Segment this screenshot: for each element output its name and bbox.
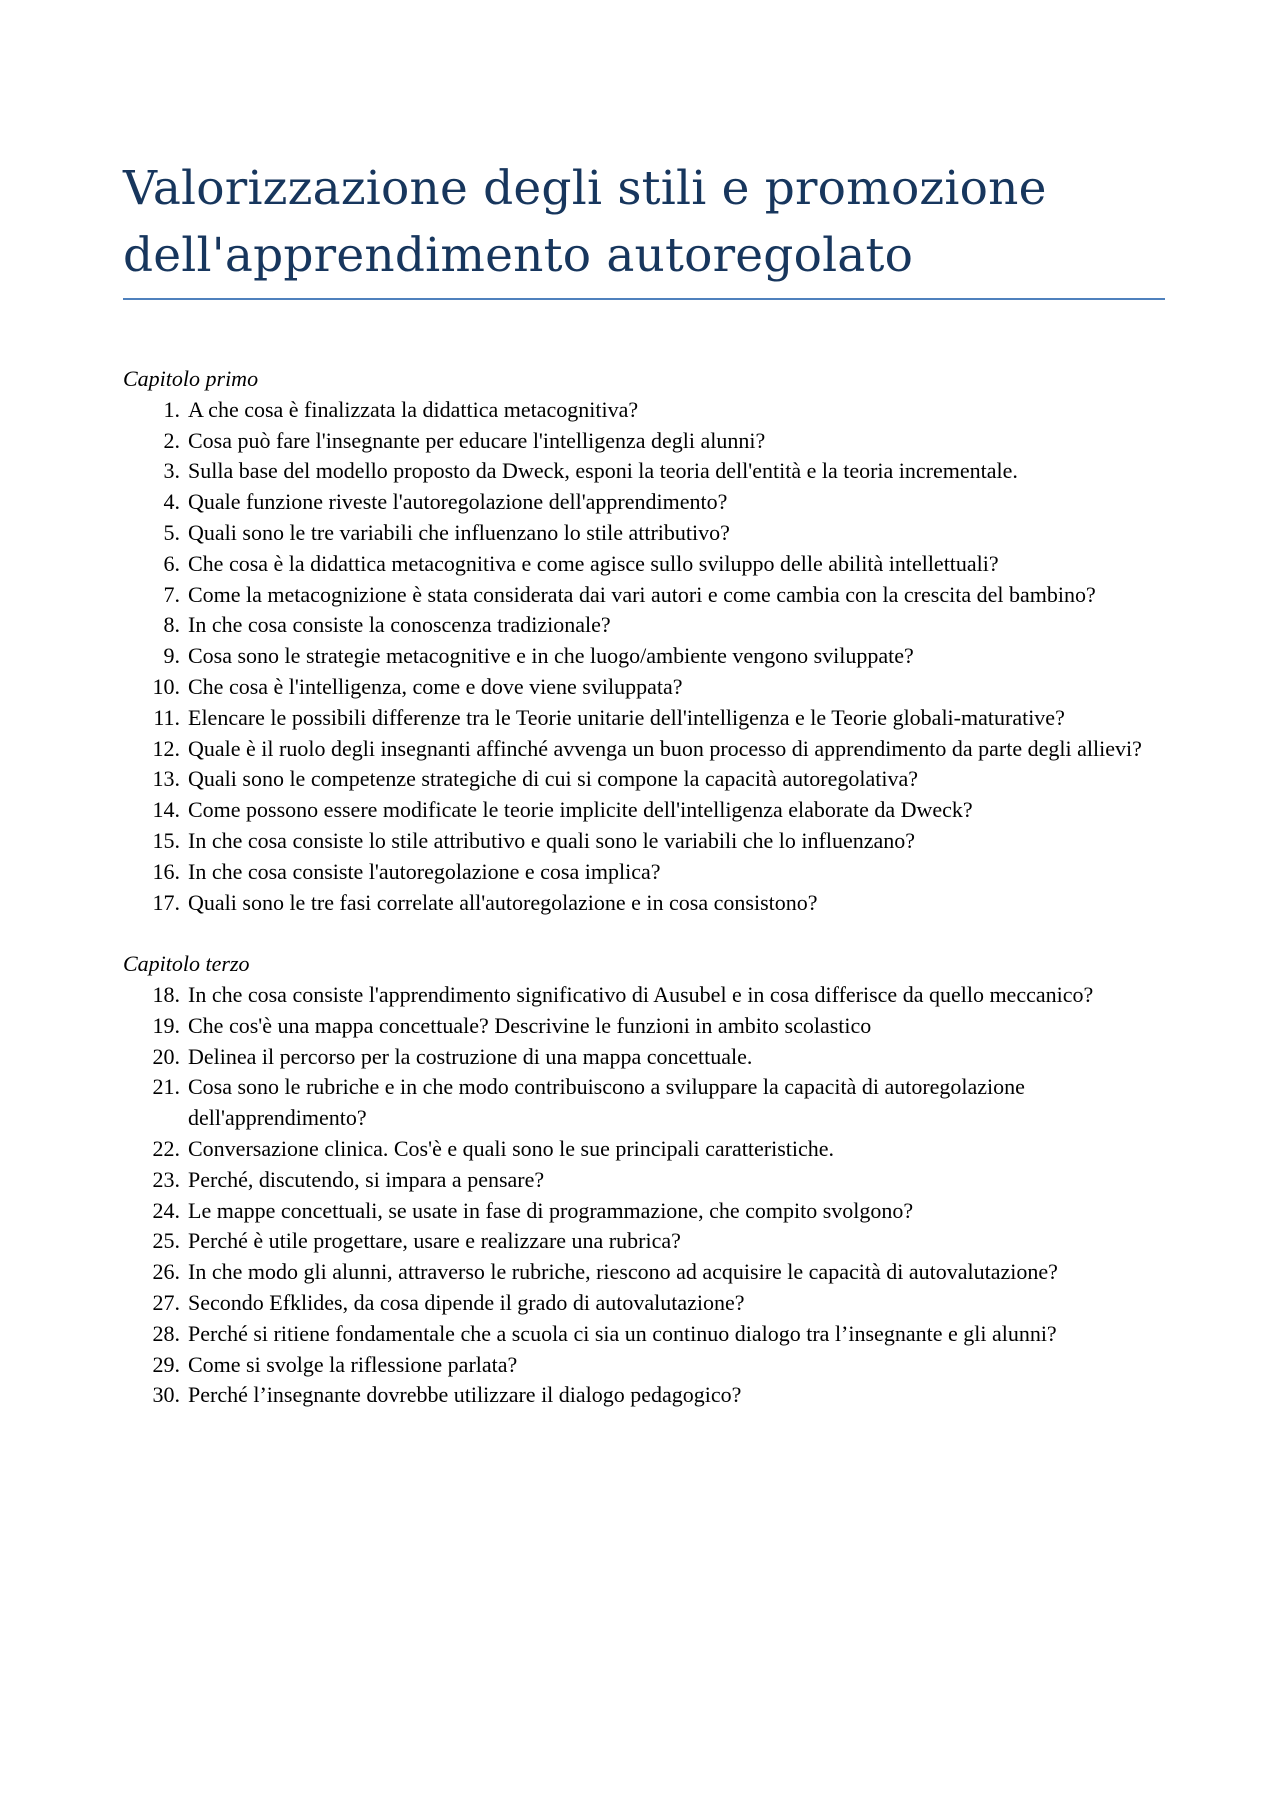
title-line-1: Valorizzazione degli stili e promozione — [123, 161, 1047, 216]
list-item — [123, 1257, 1173, 1288]
item-number: 4. — [163, 489, 180, 515]
item-text: Quali sono le competenze strategiche di cui si compone la capacità autoregolativa? — [188, 766, 918, 792]
list-item — [123, 1072, 1173, 1134]
list-item — [123, 426, 1173, 457]
list-item — [123, 1380, 1173, 1411]
item-text: Perché l’insegnante dovrebbe utilizzare il dialogo pedagogico? — [188, 1382, 742, 1408]
chapter-heading: Capitolo primo — [123, 366, 259, 391]
list-item — [123, 1134, 1173, 1165]
item-number: 16. — [152, 858, 180, 884]
item-number: 24. — [152, 1197, 180, 1223]
item-number: 22. — [152, 1135, 180, 1161]
item-number: 14. — [152, 797, 180, 823]
item-number: 1. — [163, 396, 180, 422]
item-text: Quale funzione riveste l'autoregolazione dell'apprendimento? — [188, 489, 728, 515]
item-text: Cosa sono le strategie metacognitive e in che luogo/ambiente vengono sviluppate? — [188, 643, 914, 669]
item-text: Delinea il percorso per la costruzione di una mappa concettuale. — [188, 1043, 753, 1069]
item-text: In che cosa consiste lo stile attributivo e quali sono le variabili che lo influenzano? — [188, 827, 915, 853]
item-text: Quale è il ruolo degli insegnanti affinché avvenga un buon processo di apprendimento da parte degli allievi? — [188, 735, 1142, 761]
list-item — [123, 857, 1173, 888]
item-number: 7. — [163, 581, 180, 607]
list-item — [123, 826, 1173, 857]
item-text: Che cosa è l'intelligenza, come e dove viene sviluppata? — [188, 673, 683, 699]
item-number: 29. — [152, 1351, 180, 1377]
item-text: Conversazione clinica. Cos'è e quali sono le sue principali caratteristiche. — [188, 1135, 835, 1161]
item-text: Quali sono le tre fasi correlate all'autoregolazione e in cosa consistono? — [188, 889, 818, 915]
list-item — [123, 580, 1173, 611]
item-number: 11. — [153, 704, 180, 730]
item-text: Che cosa è la didattica metacognitiva e come agisce sullo sviluppo delle abilità intellettuali? — [188, 550, 999, 576]
list-item — [123, 395, 1173, 426]
list-item — [123, 641, 1173, 672]
item-number: 23. — [152, 1166, 180, 1192]
item-number: 19. — [152, 1012, 180, 1038]
item-number: 10. — [152, 673, 180, 699]
question-list — [123, 980, 1173, 1411]
item-text: Le mappe concettuali, se usate in fase di programmazione, che compito svolgono? — [188, 1197, 914, 1223]
list-item — [123, 795, 1173, 826]
list-item — [123, 610, 1173, 641]
item-number: 12. — [152, 735, 180, 761]
list-item — [123, 888, 1173, 919]
item-text: Perché, discutendo, si impara a pensare? — [188, 1166, 545, 1192]
list-item — [123, 1011, 1173, 1042]
chapter-section — [123, 364, 1173, 918]
item-number: 27. — [152, 1289, 180, 1315]
list-item — [123, 1165, 1173, 1196]
item-text: In che cosa consiste l'apprendimento significativo di Ausubel e in cosa differisce da quello meccanico? — [188, 981, 1094, 1007]
item-text: Cosa può fare l'insegnante per educare l'intelligenza degli alunni? — [188, 427, 766, 453]
item-number: 3. — [163, 458, 180, 484]
item-text: Come possono essere modificate le teorie implicite dell'intelligenza elaborate da Dweck? — [188, 797, 973, 823]
item-number: 17. — [152, 889, 180, 915]
list-item — [123, 1196, 1173, 1227]
title-line-2: dell'apprendimento autoregolato — [123, 228, 914, 283]
chapter-section — [123, 949, 1173, 1411]
list-item — [123, 1319, 1173, 1350]
item-text: In che cosa consiste la conoscenza tradizionale? — [188, 612, 611, 638]
list-item — [123, 734, 1173, 765]
item-text: Elencare le possibili differenze tra le Teorie unitarie dell'intelligenza e le Teorie globali-maturative? — [188, 704, 1065, 730]
item-number: 15. — [152, 827, 180, 853]
list-item — [123, 764, 1173, 795]
page-title — [123, 155, 1165, 289]
list-item — [123, 456, 1173, 487]
chapter-heading: Capitolo terzo — [123, 951, 250, 977]
item-number: 5. — [163, 519, 180, 545]
item-text: Quali sono le tre variabili che influenzano lo stile attributivo? — [188, 519, 730, 545]
question-list — [123, 395, 1173, 919]
item-number: 6. — [163, 550, 180, 576]
list-item — [123, 703, 1173, 734]
title-block — [123, 155, 1165, 300]
item-text: Perché si ritiene fondamentale che a scuola ci sia un continuo dialogo tra l’insegnante e gli alunni? — [188, 1320, 1057, 1346]
list-item — [123, 672, 1173, 703]
item-text: Cosa sono le rubriche e in che modo contribuiscono a sviluppare la capacità di autoregolazione dell'apprendimento? — [188, 1074, 1025, 1131]
item-text: Come si svolge la riflessione parlata? — [188, 1351, 518, 1377]
title-underline — [123, 298, 1165, 300]
item-text: A che cosa è finalizzata la didattica metacognitiva? — [188, 396, 639, 422]
item-number: 26. — [152, 1259, 180, 1285]
list-item — [123, 1226, 1173, 1257]
list-item — [123, 487, 1173, 518]
item-text: Che cos'è una mappa concettuale? Descrivine le funzioni in ambito scolastico — [188, 1012, 872, 1038]
item-text: Sulla base del modello proposto da Dweck, esponi la teoria dell'entità e la teoria incrementale. — [188, 458, 1018, 484]
item-text: Perché è utile progettare, usare e realizzare una rubrica? — [188, 1228, 681, 1254]
item-number: 25. — [152, 1228, 180, 1254]
item-number: 8. — [163, 612, 180, 638]
item-text: In che modo gli alunni, attraverso le rubriche, riescono ad acquisire le capacità di autovalutazione? — [188, 1259, 1058, 1285]
item-text: Come la metacognizione è stata considerata dai vari autori e come cambia con la crescita del bambino? — [188, 581, 1096, 607]
item-number: 20. — [152, 1043, 180, 1069]
list-item — [123, 549, 1173, 580]
questions-content — [123, 364, 1173, 1411]
item-text: In che cosa consiste l'autoregolazione e cosa implica? — [188, 858, 661, 884]
item-number: 28. — [152, 1320, 180, 1346]
item-number: 21. — [152, 1074, 180, 1100]
item-number: 9. — [163, 643, 180, 669]
item-number: 2. — [163, 427, 180, 453]
list-item — [123, 1288, 1173, 1319]
item-number: 30. — [152, 1382, 180, 1408]
item-number: 18. — [152, 981, 180, 1007]
list-item — [123, 518, 1173, 549]
list-item — [123, 1042, 1173, 1073]
item-text: Secondo Efklides, da cosa dipende il grado di autovalutazione? — [188, 1289, 745, 1315]
item-number: 13. — [152, 766, 180, 792]
list-item — [123, 1350, 1173, 1381]
list-item — [123, 980, 1173, 1011]
